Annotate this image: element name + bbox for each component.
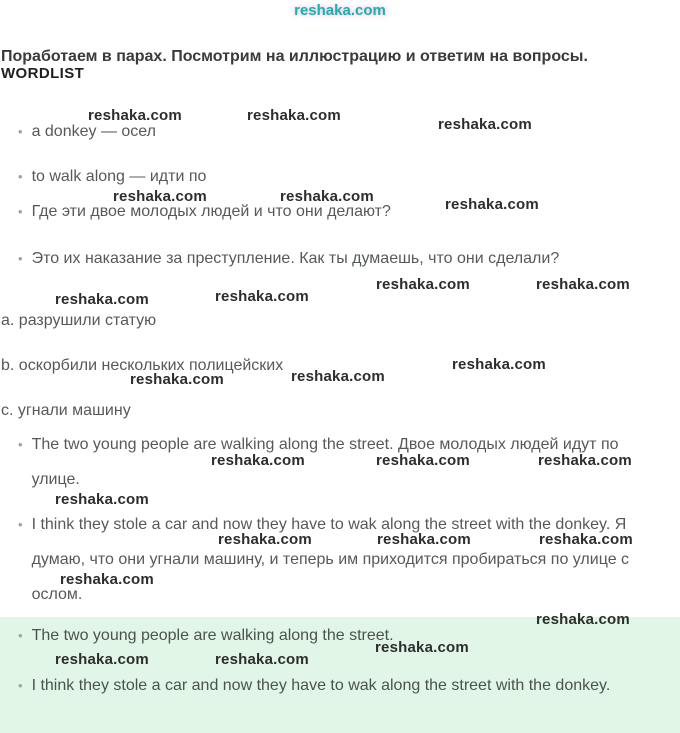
site-logo: reshaka.com <box>294 2 386 19</box>
watermark: reshaka.com <box>377 531 471 548</box>
wordlist-title: WORDLIST <box>1 65 85 82</box>
watermark: reshaka.com <box>218 531 312 548</box>
highlight-text: The two young people are walking along the street. <box>31 627 394 644</box>
watermark: reshaka.com <box>55 491 149 508</box>
bullet-icon: • <box>18 437 23 452</box>
watermark: reshaka.com <box>130 371 224 388</box>
question-item <box>18 248 668 270</box>
highlight-item <box>18 625 668 647</box>
highlight-item <box>18 668 616 703</box>
bullet-icon: • <box>18 124 23 139</box>
watermark: reshaka.com <box>88 107 182 124</box>
answer-highlight <box>0 617 680 733</box>
watermark: reshaka.com <box>375 639 469 656</box>
watermark: reshaka.com <box>376 452 470 469</box>
question-text: Это их наказание за преступление. Как ты думаешь, что они сделали? <box>31 250 560 267</box>
watermark: reshaka.com <box>445 196 539 213</box>
watermark: reshaka.com <box>291 368 385 385</box>
watermark: reshaka.com <box>376 276 470 293</box>
watermark: reshaka.com <box>211 452 305 469</box>
watermark: reshaka.com <box>280 188 374 205</box>
task-instruction: Поработаем в парах. Посмотрим на иллюстрацию и ответим на вопросы. <box>1 48 588 65</box>
watermark: reshaka.com <box>55 291 149 308</box>
watermark: reshaka.com <box>536 276 630 293</box>
wordlist-item-text: to walk along — идти по <box>31 168 207 185</box>
bullet-icon: • <box>18 517 23 532</box>
watermark: reshaka.com <box>538 452 632 469</box>
option-c: c. угнали машину <box>1 402 131 419</box>
watermark: reshaka.com <box>247 107 341 124</box>
watermark: reshaka.com <box>55 651 149 668</box>
watermark: reshaka.com <box>539 531 633 548</box>
watermark: reshaka.com <box>215 651 309 668</box>
answer-text: I think they stole a car and now they have to wak along the street with the donkey. Я думаю, что они угнали машину, и теперь им приходится пробираться по улице с ослом. <box>31 516 630 603</box>
wordlist-item <box>18 166 668 188</box>
wordlist-item-text: a donkey — осел <box>31 123 156 140</box>
watermark: reshaka.com <box>60 571 154 588</box>
option-b: b. оскорбили нескольких полицейских <box>1 357 284 374</box>
watermark: reshaka.com <box>113 188 207 205</box>
bullet-icon: • <box>18 678 23 693</box>
highlight-text: I think they stole a car and now they have to wak along the street with the donkey. <box>31 677 611 694</box>
watermark: reshaka.com <box>438 116 532 133</box>
watermark: reshaka.com <box>452 356 546 373</box>
wordlist-item <box>18 121 668 143</box>
option-a: a. разрушили статую <box>1 312 157 329</box>
question-text: Где эти двое молодых людей и что они делают? <box>31 203 391 220</box>
bullet-icon: • <box>18 204 23 219</box>
answer-item <box>18 507 643 612</box>
bullet-icon: • <box>18 628 23 643</box>
watermark: reshaka.com <box>215 288 309 305</box>
watermark: reshaka.com <box>536 611 630 628</box>
bullet-icon: • <box>18 251 23 266</box>
answer-text: The two young people are walking along the street. Двое молодых людей идут по улице. <box>31 436 619 488</box>
bullet-icon: • <box>18 169 23 184</box>
